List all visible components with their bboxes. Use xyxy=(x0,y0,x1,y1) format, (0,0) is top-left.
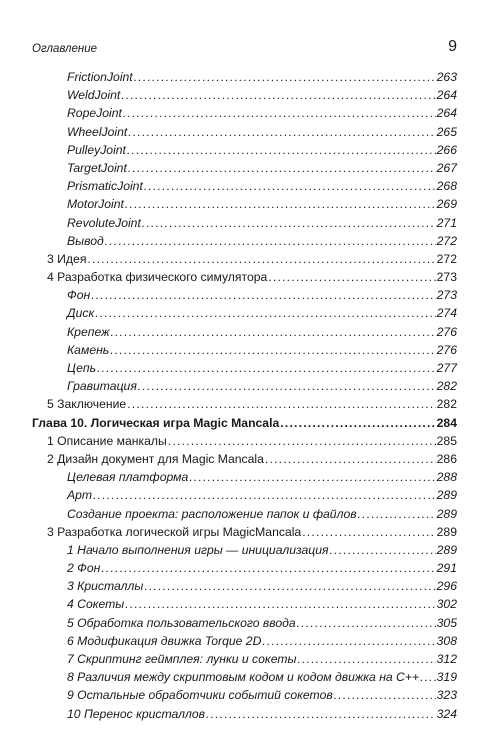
toc-entry[interactable] xyxy=(32,395,457,413)
toc-entry-page: 291 xyxy=(436,561,457,576)
toc-entry-page: 289 xyxy=(436,542,457,557)
toc-entry-page: 269 xyxy=(436,197,457,212)
toc-entry-title: PrismaticJoint xyxy=(67,179,143,194)
toc-entry-page: 282 xyxy=(436,397,457,412)
toc-entry-page: 268 xyxy=(436,179,457,194)
toc-entry-title: Крепеж xyxy=(67,324,110,339)
dot-leader xyxy=(189,468,435,486)
toc-entry[interactable] xyxy=(32,505,457,523)
toc-entry[interactable] xyxy=(32,232,457,250)
toc-entry-page: 286 xyxy=(436,451,457,466)
dot-leader xyxy=(420,668,436,686)
toc-entry-title: 3 Разработка логической игры MagicMancala xyxy=(47,524,302,539)
dot-leader xyxy=(91,286,435,304)
dot-leader xyxy=(265,450,436,468)
dot-leader xyxy=(330,541,436,559)
toc-entry[interactable] xyxy=(32,123,457,141)
toc-entry-page: 312 xyxy=(436,652,457,666)
toc-entry-title: Гравитация xyxy=(67,379,137,394)
toc-entry-title: Создание проекта: расположение папок и файлов xyxy=(67,506,357,521)
toc-entry[interactable] xyxy=(32,650,457,668)
dot-leader xyxy=(297,650,435,668)
toc-entry-page: 267 xyxy=(436,160,457,175)
dot-leader xyxy=(95,304,435,322)
toc-entry-page: 319 xyxy=(436,670,457,685)
dot-leader xyxy=(268,268,435,286)
toc-entry-title: WeldJoint xyxy=(67,88,121,103)
toc-entry-title: Камень xyxy=(67,342,110,357)
toc-entry-page: 289 xyxy=(436,506,457,521)
toc-entry-page: 289 xyxy=(436,524,457,539)
page-header xyxy=(32,38,457,58)
dot-leader xyxy=(127,395,435,413)
toc-entry-title: RopeJoint xyxy=(67,106,122,121)
toc-entry[interactable] xyxy=(32,341,457,359)
dot-leader xyxy=(125,195,436,213)
dot-leader xyxy=(144,177,436,195)
toc-entry[interactable] xyxy=(32,595,457,613)
toc-entry[interactable] xyxy=(32,414,457,432)
toc-entry-title: 5 Обработка пользовательского ввода xyxy=(67,615,296,630)
dot-leader xyxy=(87,250,435,268)
toc-entry-title: 3 Идея xyxy=(47,251,87,266)
toc-entry[interactable] xyxy=(32,268,457,286)
toc-entry[interactable] xyxy=(32,68,457,86)
toc-entry-page: 323 xyxy=(436,688,457,703)
toc-entry-title: 4 Сокеты xyxy=(67,597,125,612)
toc-entry-page: 266 xyxy=(436,142,457,157)
toc-entry[interactable] xyxy=(32,450,457,468)
toc-entry[interactable] xyxy=(32,286,457,304)
toc-entry-title: 9 Остальные обработчики событий сокетов xyxy=(67,688,333,703)
toc-entry-page: 285 xyxy=(436,433,457,448)
dot-leader xyxy=(280,414,435,432)
toc-entry-page: 282 xyxy=(436,379,457,394)
toc-entry-page: 273 xyxy=(436,270,457,285)
toc-entry[interactable] xyxy=(32,668,457,686)
toc-entry[interactable] xyxy=(32,304,457,322)
toc-entry-page: 276 xyxy=(436,342,457,357)
toc-entry-title: WheelJoint xyxy=(67,124,128,139)
toc-entry-page: 308 xyxy=(436,633,457,648)
toc-entry[interactable] xyxy=(32,214,457,232)
toc-entry[interactable] xyxy=(32,141,457,159)
toc-entry-title: Фон xyxy=(67,288,91,303)
toc-entry[interactable] xyxy=(32,577,457,595)
dot-leader xyxy=(97,359,436,377)
dot-leader xyxy=(127,141,436,159)
dot-leader xyxy=(105,232,436,250)
dot-leader xyxy=(128,123,435,141)
toc-entry-title: Цепь xyxy=(67,361,97,375)
dot-leader xyxy=(168,432,436,450)
toc-entry[interactable] xyxy=(32,614,457,632)
dot-leader xyxy=(101,559,435,577)
table-of-contents xyxy=(32,68,457,723)
toc-entry-page: 265 xyxy=(436,124,457,139)
toc-entry[interactable] xyxy=(32,159,457,177)
dot-leader xyxy=(125,595,435,613)
dot-leader xyxy=(138,377,436,395)
toc-entry-title: 3 Кристаллы xyxy=(67,579,144,594)
dot-leader xyxy=(297,614,436,632)
page-number: 9 xyxy=(448,38,457,55)
toc-entry-title: MotorJoint xyxy=(67,197,124,212)
running-header-section: Оглавление xyxy=(32,43,97,55)
toc-entry[interactable] xyxy=(32,468,457,486)
toc-entry[interactable] xyxy=(32,377,457,395)
dot-leader xyxy=(123,104,436,122)
dot-leader xyxy=(262,632,435,650)
toc-entry-page: 272 xyxy=(436,251,457,266)
toc-entry-page: 288 xyxy=(436,470,457,485)
toc-entry-title: RevoluteJoint xyxy=(67,215,141,230)
toc-entry-title: TargetJoint xyxy=(67,160,127,175)
toc-entry-page: 277 xyxy=(436,361,457,375)
dot-leader xyxy=(110,323,435,341)
toc-entry[interactable] xyxy=(32,104,457,122)
dot-leader xyxy=(144,577,435,595)
toc-entry-title: 5 Заключение xyxy=(47,397,127,412)
dot-leader xyxy=(302,523,435,541)
toc-entry[interactable] xyxy=(32,250,457,268)
toc-entry-page: 276 xyxy=(436,324,457,339)
toc-entry-title: 7 Скриптинг геймплея: лунки и сокеты xyxy=(67,652,297,666)
toc-entry[interactable] xyxy=(32,523,457,541)
toc-entry-page: 272 xyxy=(436,233,457,248)
toc-entry-page: 273 xyxy=(436,288,457,303)
toc-entry-title: Целевая платформа xyxy=(67,470,189,485)
toc-entry-page: 324 xyxy=(436,706,457,721)
dot-leader xyxy=(110,341,435,359)
toc-entry-title: PulleyJoint xyxy=(67,142,126,157)
toc-entry[interactable] xyxy=(32,432,457,450)
toc-entry[interactable] xyxy=(32,559,457,577)
toc-entry[interactable] xyxy=(32,705,457,723)
toc-entry-page: 296 xyxy=(436,579,457,594)
toc-entry-title: 4 Разработка физического симулятора xyxy=(47,270,268,285)
toc-entry-title: Арт xyxy=(67,488,93,503)
toc-entry-title: Диск xyxy=(67,306,95,321)
toc-entry-page: 284 xyxy=(436,415,457,430)
dot-leader xyxy=(142,214,436,232)
dot-leader xyxy=(206,705,436,723)
toc-entry-page: 263 xyxy=(436,70,457,84)
toc-entry[interactable] xyxy=(32,632,457,650)
toc-entry-page: 302 xyxy=(436,597,457,612)
toc-entry[interactable] xyxy=(32,323,457,341)
toc-entry-page: 274 xyxy=(436,306,457,321)
toc-entry-title: 1 Описание манкалы xyxy=(47,433,167,448)
toc-entry[interactable] xyxy=(32,86,457,104)
toc-entry-page: 264 xyxy=(436,88,457,103)
toc-entry-title: FrictionJoint xyxy=(67,70,133,84)
toc-entry-title: 6 Модификация движка Torque 2D xyxy=(67,633,262,648)
dot-leader xyxy=(358,505,436,523)
toc-entry-title: 1 Начало выполнения игры — инициализация xyxy=(67,542,329,557)
toc-entry[interactable] xyxy=(32,195,457,213)
toc-entry[interactable] xyxy=(32,359,457,377)
toc-entry-page: 264 xyxy=(436,106,457,121)
dot-leader xyxy=(93,486,436,504)
toc-entry-title: Вывод xyxy=(67,233,104,248)
dot-leader xyxy=(128,159,436,177)
toc-entry[interactable] xyxy=(32,541,457,559)
toc-entry[interactable] xyxy=(32,486,457,504)
toc-entry[interactable] xyxy=(32,177,457,195)
toc-entry[interactable] xyxy=(32,686,457,704)
dot-leader xyxy=(334,686,436,704)
toc-entry-title: 2 Дизайн документ для Magic Mancala xyxy=(47,451,264,466)
toc-entry-page: 305 xyxy=(436,615,457,630)
toc-entry-page: 271 xyxy=(436,215,457,230)
toc-entry-title: 10 Перенос кристаллов xyxy=(67,706,206,721)
toc-entry-title: Глава 10. Логическая игра Magic Mancala xyxy=(32,415,280,430)
toc-entry-title: 8 Различия между скриптовым кодом и кодом движка на C++ xyxy=(67,670,420,685)
toc-entry-title: 2 Фон xyxy=(67,561,101,576)
dot-leader xyxy=(121,86,435,104)
dot-leader xyxy=(134,68,436,86)
toc-entry-page: 289 xyxy=(436,488,457,503)
